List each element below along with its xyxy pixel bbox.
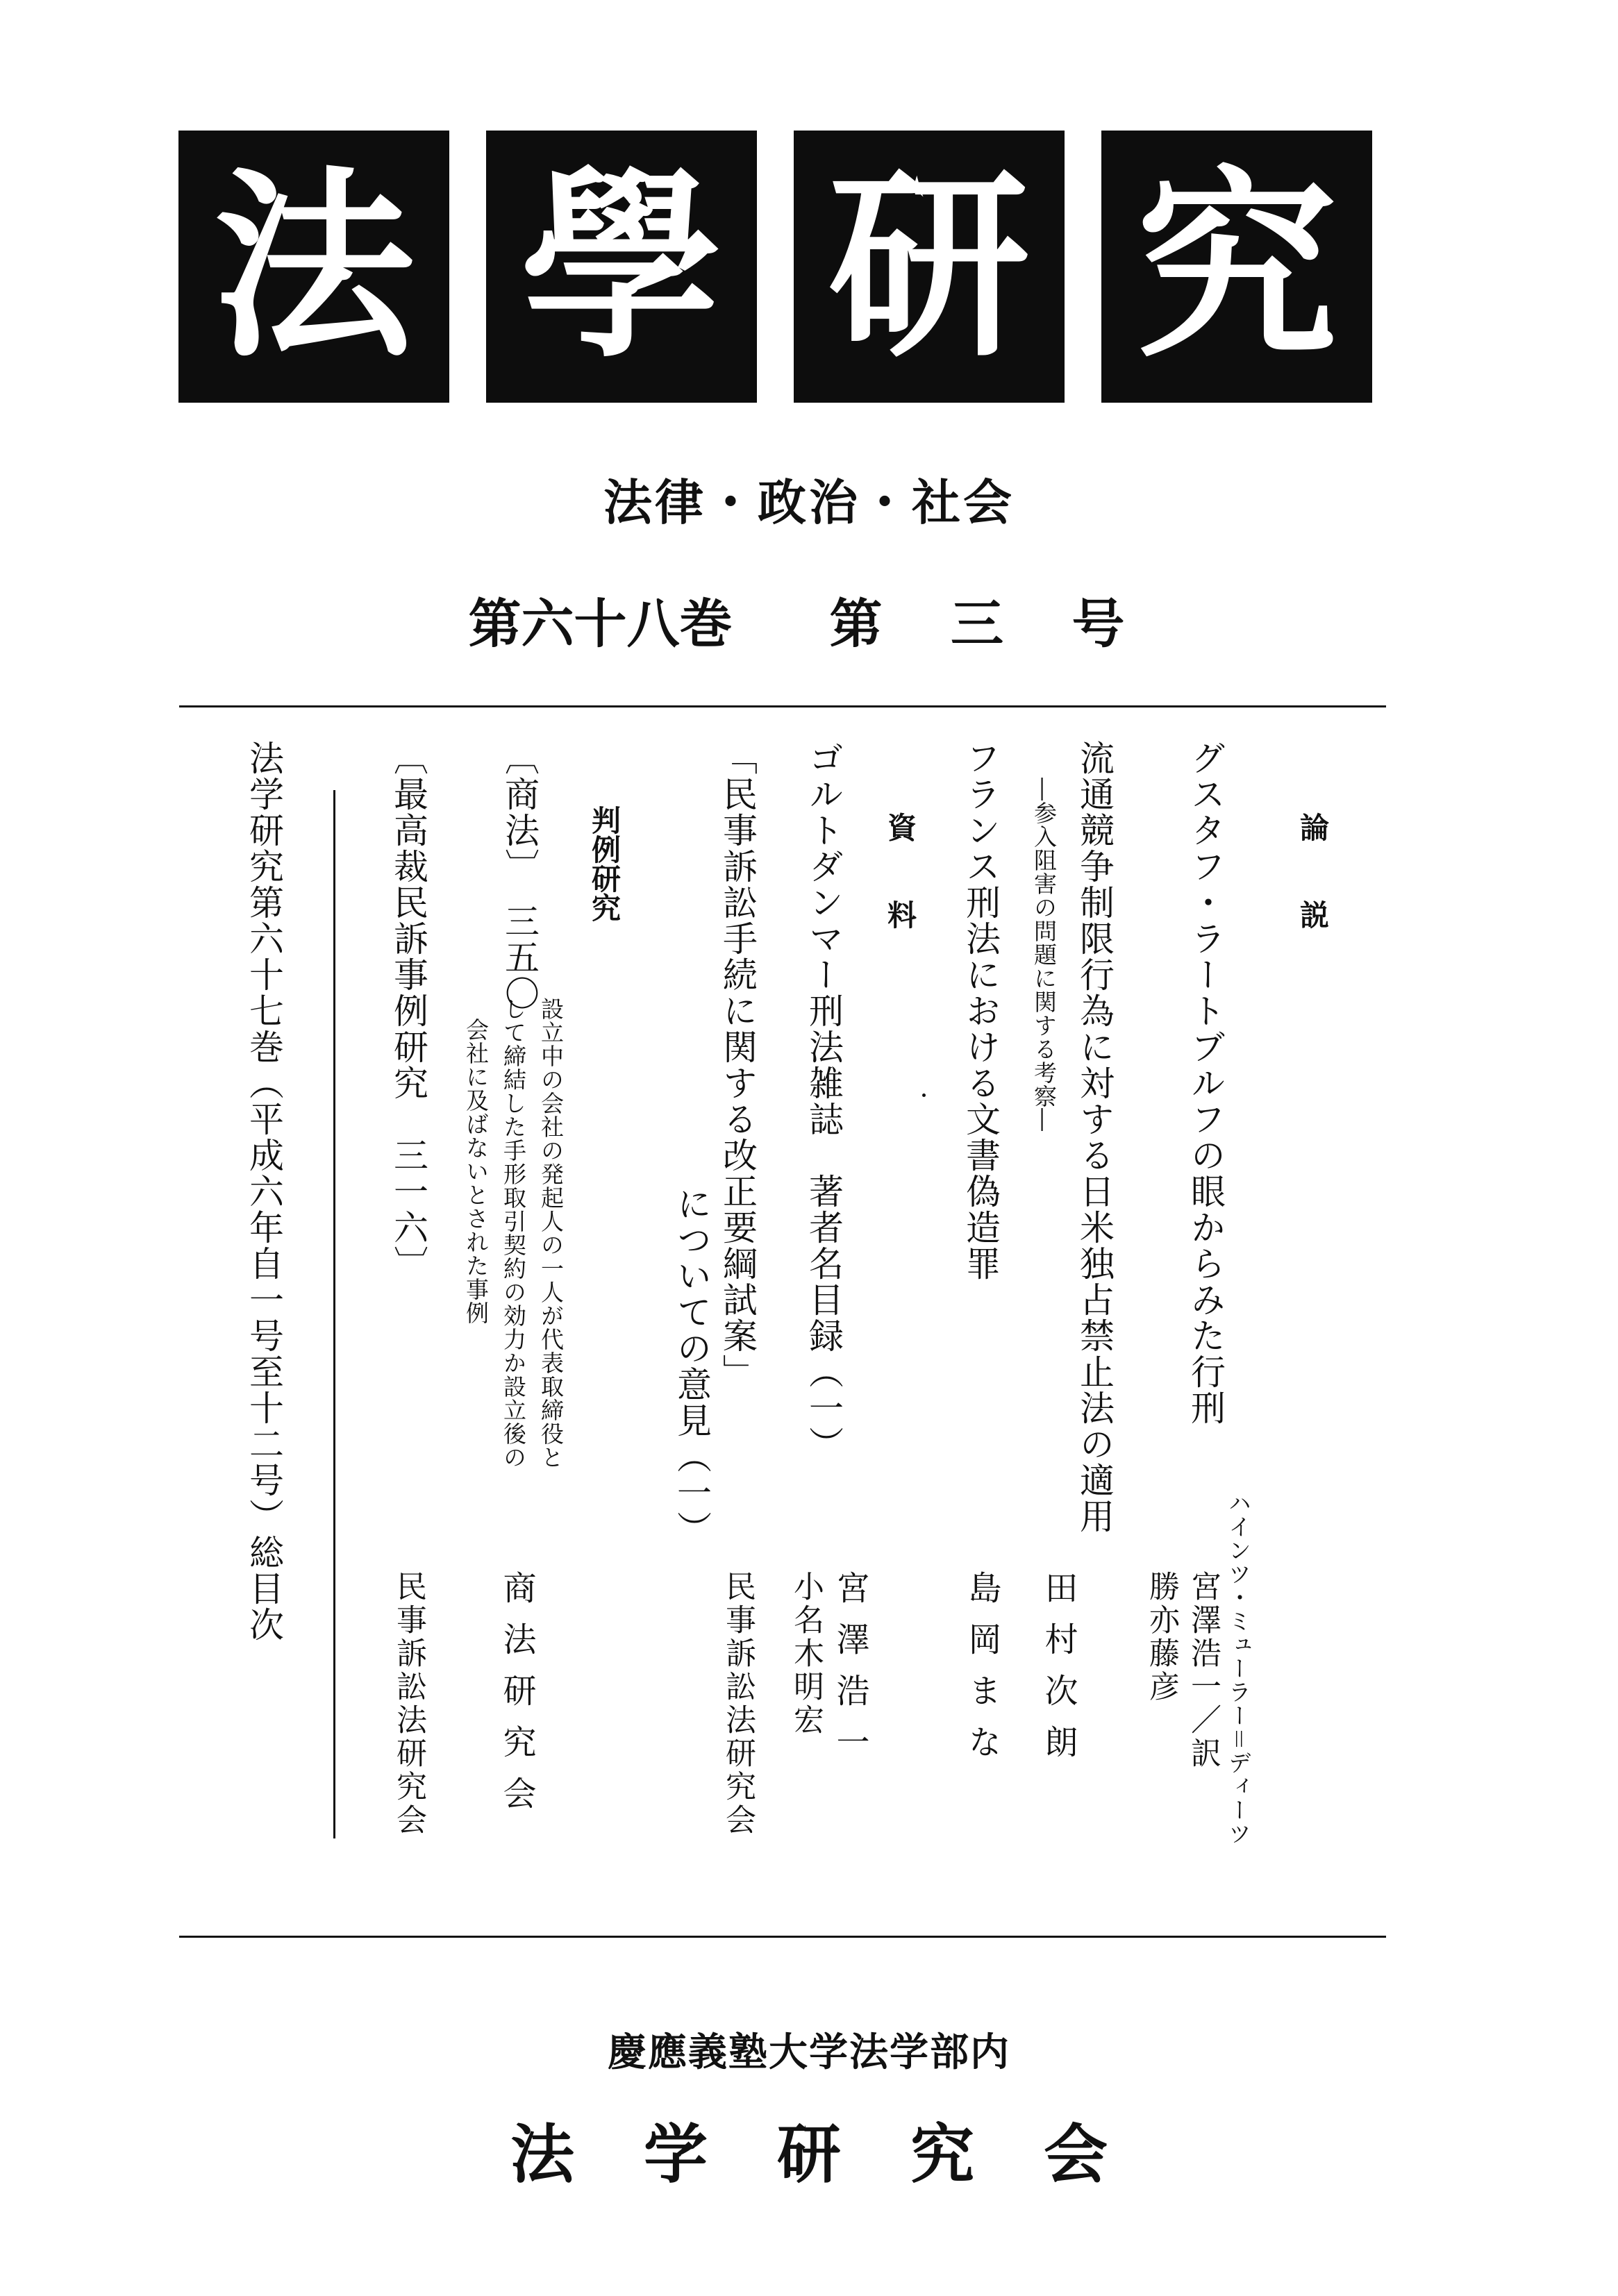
section-heading-ronsetsu: 論 説 [1296, 812, 1330, 929]
masthead-tile [486, 131, 757, 403]
masthead-tile [178, 131, 449, 403]
article-subtitle: ―参入阻害の問題に関する考察― [1031, 778, 1058, 1132]
index-entry: 法学研究第六十七巻（平成六年自一号至十二号）総目次 [244, 740, 284, 1643]
case-author: 民事訴訟法研究会 [391, 1570, 426, 1837]
article-author: ハインツ・ミューラー＝ディーツ [1225, 1491, 1252, 1845]
masthead-char: 學 [521, 149, 722, 385]
case-author: 商法研究会 [497, 1570, 536, 1827]
masthead-char: 研 [828, 149, 1030, 385]
publisher-society: 法学研究会 [510, 2117, 1177, 2192]
article-translators: 勝亦藤彦 [1144, 1570, 1179, 1704]
masthead-char: 法 [213, 149, 415, 385]
case-description: して締結した手形取引契約の効力か設立後の [500, 997, 527, 1469]
divider-top [179, 705, 1386, 707]
article-translators: 宮澤浩一／訳 [1185, 1570, 1221, 1770]
speck [922, 1093, 926, 1097]
volume-number: 第六十八巻 [468, 593, 733, 655]
volume-line [0, 582, 1618, 657]
divider-bottom [179, 1936, 1386, 1938]
case-description: 会社に及ばないとされた事例 [462, 1018, 490, 1325]
section-heading-hanrei: 判例研究 [587, 805, 622, 922]
publisher-affiliation: 慶應義塾大学法学部内 [608, 2030, 1010, 2075]
article-title: 流通競争制限行為に対する日米独占禁止法の適用 [1074, 740, 1115, 1534]
journal-subtitle: 法律・政治・社会 [603, 474, 1015, 531]
article-author: 島岡まな [962, 1570, 1001, 1776]
article-title-cont: についての意見（一） [672, 1186, 712, 1547]
article-title: ゴルトダンマー刑法雑誌 著者名目録（一） [803, 740, 844, 1462]
masthead-tile [1101, 131, 1372, 403]
article-title: グスタフ・ラートブルフの眼からみた行刑 [1185, 740, 1226, 1426]
masthead-char: 究 [1136, 149, 1337, 385]
article-author: 小名木明宏 [788, 1570, 824, 1737]
case-label: 〔商法〕 三五〇 [499, 740, 540, 1012]
masthead-tile [794, 131, 1065, 403]
issue-number: 第 三 号 [829, 593, 1150, 655]
section-heading-shiryo: 資 料 [883, 812, 917, 929]
article-title: 「民事訴訟手続に関する改正要綱試案」 [717, 740, 758, 1390]
case-description: 設立中の会社の発起人の一人が代表取締役と [537, 997, 565, 1469]
article-author: 民事訴訟法研究会 [720, 1570, 756, 1837]
case-label: 〔最高裁民訴事例研究 三一六〕 [388, 740, 428, 1282]
article-author: 宮澤浩一 [831, 1570, 869, 1776]
separator-line [333, 790, 335, 1838]
article-title: フランス刑法における文書偽造罪 [960, 740, 1001, 1282]
article-author: 田村次朗 [1039, 1570, 1078, 1776]
